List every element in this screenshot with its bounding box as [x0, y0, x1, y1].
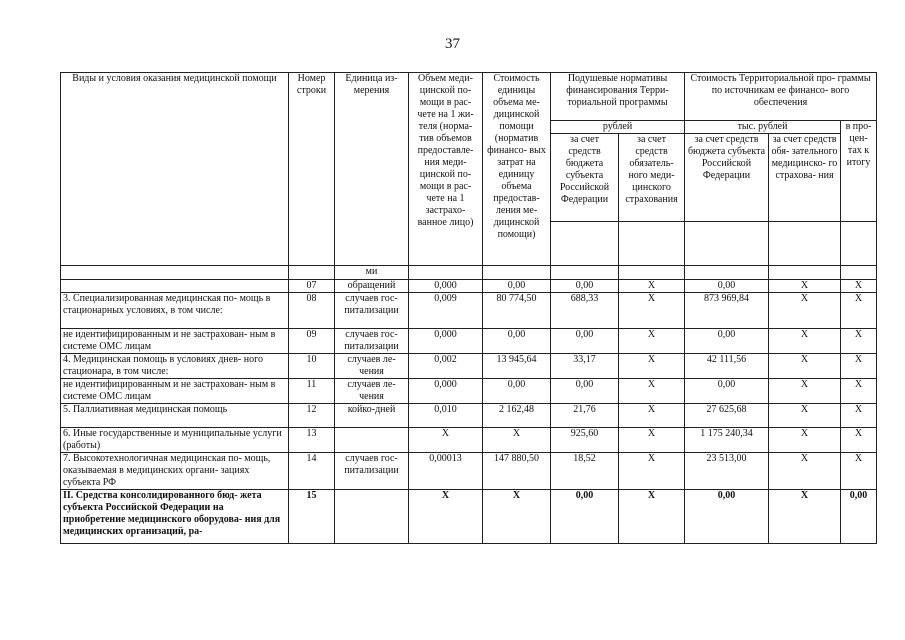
row-percent: X [841, 379, 877, 404]
row-percent: X [841, 293, 877, 329]
row-percent: X [841, 329, 877, 354]
row-cost-budget: 0,00 [685, 280, 769, 293]
row-unit: случаев гос- питализации [335, 329, 409, 354]
row-name: не идентифицированным и не застрахован- ным в системе ОМС лицам [61, 379, 289, 404]
row-unit-cost: X [483, 490, 551, 544]
page-number: 37 [445, 36, 460, 52]
continuation-row [61, 266, 877, 280]
table-row [61, 428, 877, 453]
table-row [61, 329, 877, 354]
row-name: II. Средства консолидированного бюд- жета субъекта Российской Федерации на приобретение медицинского оборудова- ния для медицинских организаций, ра- [61, 490, 289, 544]
row-cost-budget: 0,00 [685, 490, 769, 544]
row-name [61, 280, 289, 293]
header-unit-rub: рублей [551, 121, 685, 134]
row-per-capita-oms: X [619, 428, 685, 453]
row-number: 08 [289, 293, 335, 329]
row-percent: X [841, 453, 877, 490]
row-unit-cost: 2 162,48 [483, 404, 551, 428]
row-unit: случаев гос- питализации [335, 453, 409, 490]
row-per-capita-budget: 0,00 [551, 379, 619, 404]
row-per-capita-budget: 0,00 [551, 329, 619, 354]
row-volume: 0,002 [409, 354, 483, 379]
row-name: 7. Высокотехнологичная медицинская по- мощь, оказываемая в медицинских органи- зациях субъекта РФ [61, 453, 289, 490]
row-cost-budget: 873 969,84 [685, 293, 769, 329]
row-per-capita-budget: 21,76 [551, 404, 619, 428]
row-volume: 0,000 [409, 280, 483, 293]
row-cost-oms: X [769, 293, 841, 329]
row-name: 6. Иные государственные и муниципальные услуги (работы) [61, 428, 289, 453]
table-row [61, 293, 877, 329]
row-per-capita-oms: X [619, 329, 685, 354]
row-per-capita-budget: 18,52 [551, 453, 619, 490]
row-name: 4. Медицинская помощь в условиях днев- ного стационара, в том числе: [61, 354, 289, 379]
header-program-cost: Стоимость Территориальной про- граммы по источникам ее финансо- вого обеспечения [685, 73, 877, 121]
row-cost-budget: 0,00 [685, 379, 769, 404]
row-cost-oms: X [769, 404, 841, 428]
row-unit-cost: 13 945,64 [483, 354, 551, 379]
row-number: 14 [289, 453, 335, 490]
header-per-capita-norms: Подушевые нормативы финансирования Терри- ториальной программы [551, 73, 685, 121]
row-cost-oms: X [769, 354, 841, 379]
header-row-number: Номер строки [289, 73, 335, 266]
table-row [61, 379, 877, 404]
row-per-capita-budget: 0,00 [551, 490, 619, 544]
row-number: 12 [289, 404, 335, 428]
header-volume: Объем меди- цинской по- мощи в рас- чете на 1 жи- теля (норма- тив объемов предоставле- ния меди- цинской по- мощи в рас- чете на 1 застрахо- ванное лицо) [409, 73, 483, 266]
row-number: 07 [289, 280, 335, 293]
row-unit: койко-дней [335, 404, 409, 428]
row-per-capita-oms: X [619, 490, 685, 544]
row-volume: 0,000 [409, 329, 483, 354]
header-kind: Виды и условия оказания медицинской помощи [61, 73, 289, 266]
row-name: не идентифицированным и не застрахован- ным в системе ОМС лицам [61, 329, 289, 354]
row-unit [335, 428, 409, 453]
header-cost-budget: за счет средств бюджета субъекта Российской Федерации [685, 134, 769, 222]
row-cost-budget: 0,00 [685, 329, 769, 354]
row-cost-budget: 23 513,00 [685, 453, 769, 490]
row-cost-oms: X [769, 379, 841, 404]
row-unit-cost: 0,00 [483, 280, 551, 293]
header-per-capita-budget: за счет средств бюджета субъекта Российской Федерации [551, 134, 619, 222]
row-volume: X [409, 490, 483, 544]
row-unit-cost: 147 880,50 [483, 453, 551, 490]
row-per-capita-oms: X [619, 280, 685, 293]
header-unit-cost: Стоимость единицы объема ме- дицинской помощи (норматив финансо- вых затрат на единицу объема предостав- ления ме- дицинской помощи) [483, 73, 551, 266]
row-percent: X [841, 404, 877, 428]
row-unit: случаев ле- чения [335, 379, 409, 404]
row-cost-budget: 1 175 240,34 [685, 428, 769, 453]
table-row [61, 280, 877, 293]
row-unit-cost: 0,00 [483, 379, 551, 404]
row-per-capita-budget: 0,00 [551, 280, 619, 293]
table-row [61, 404, 877, 428]
row-unit: случаев ле- чения [335, 354, 409, 379]
continuation-unit: ми [335, 266, 409, 280]
row-number: 15 [289, 490, 335, 544]
row-cost-budget: 27 625,68 [685, 404, 769, 428]
header-per-capita-oms: за счет средств обязатель- ного меди- цинского страхования [619, 134, 685, 222]
header-row-1 [61, 73, 877, 121]
row-volume: 0,010 [409, 404, 483, 428]
table-row [61, 453, 877, 490]
row-per-capita-oms: X [619, 404, 685, 428]
row-number: 13 [289, 428, 335, 453]
header-unit: Единица из- мерения [335, 73, 409, 266]
row-percent: X [841, 354, 877, 379]
header-unit-thousand-rub: тыс. рублей [685, 121, 841, 134]
row-per-capita-budget: 33,17 [551, 354, 619, 379]
table-row [61, 354, 877, 379]
row-name: 5. Паллиативная медицинская помощь [61, 404, 289, 428]
row-unit-cost: 0,00 [483, 329, 551, 354]
row-unit: обращений [335, 280, 409, 293]
row-name: 3. Специализированная медицинская по- мощь в стационарных условиях, в том числе: [61, 293, 289, 329]
row-volume: 0,000 [409, 379, 483, 404]
row-volume: 0,00013 [409, 453, 483, 490]
row-number: 11 [289, 379, 335, 404]
row-cost-oms: X [769, 428, 841, 453]
row-cost-oms: X [769, 453, 841, 490]
row-cost-oms: X [769, 490, 841, 544]
row-number: 10 [289, 354, 335, 379]
row-unit-cost: 80 774,50 [483, 293, 551, 329]
row-per-capita-oms: X [619, 379, 685, 404]
row-volume: 0,009 [409, 293, 483, 329]
row-unit: случаев гос- питализации [335, 293, 409, 329]
row-per-capita-budget: 688,33 [551, 293, 619, 329]
row-percent: X [841, 428, 877, 453]
row-volume: X [409, 428, 483, 453]
header-percent-of-total: в про- цен- тах к итогу [841, 121, 877, 222]
row-per-capita-oms: X [619, 354, 685, 379]
table-row [61, 490, 877, 544]
row-unit [335, 490, 409, 544]
row-percent: 0,00 [841, 490, 877, 544]
row-number: 09 [289, 329, 335, 354]
row-per-capita-oms: X [619, 453, 685, 490]
row-cost-oms: X [769, 329, 841, 354]
row-cost-oms: X [769, 280, 841, 293]
header-cost-oms: за счет средств обя- зательного медицинско- го страхова- ния [769, 134, 841, 222]
financing-table [60, 72, 877, 544]
row-percent: X [841, 280, 877, 293]
row-unit-cost: X [483, 428, 551, 453]
row-per-capita-budget: 925,60 [551, 428, 619, 453]
row-per-capita-oms: X [619, 293, 685, 329]
row-cost-budget: 42 111,56 [685, 354, 769, 379]
